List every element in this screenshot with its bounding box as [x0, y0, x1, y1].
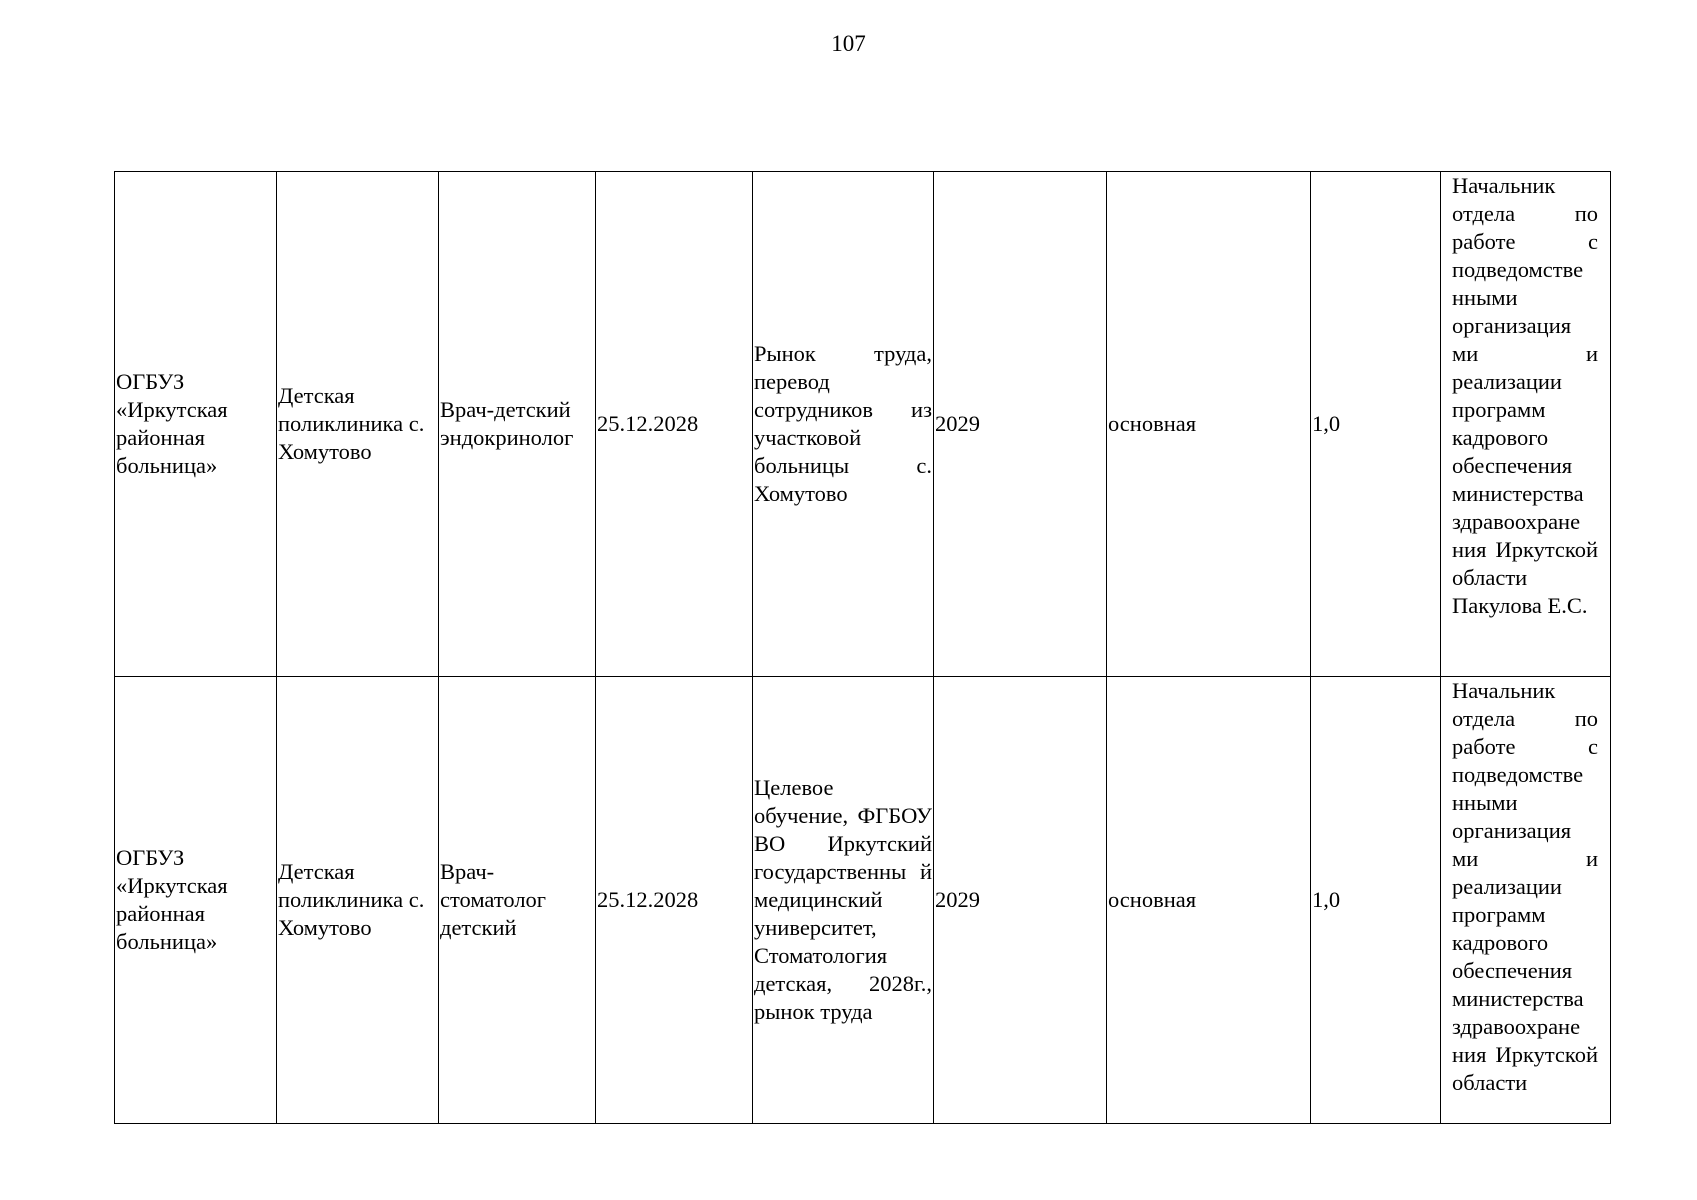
page-number: 107: [831, 31, 866, 56]
staffing-table: [114, 171, 1611, 1124]
subdivision-cell: Детская поликлиника с. Хомутово: [277, 172, 439, 677]
type-cell: основная: [1107, 172, 1311, 677]
date-cell: 25.12.2028: [596, 677, 753, 1124]
source-cell: Целевое обучение, ФГБОУ ВО Иркутский государственны й медицинский университет, Стоматология детская, 2028г., рынок труда: [753, 677, 934, 1124]
responsible-cell: Начальник отдела по работе с подведомстве нными организация ми и реализации программ кадрового обеспечения министерства здравоохране ния Иркутской области: [1441, 677, 1611, 1124]
type-cell: основная: [1107, 677, 1311, 1124]
responsible-cell: Начальник отдела по работе с подведомстве нными организация ми и реализации программ кадрового обеспечения министерства здравоохране ния Иркутской области Пакулова Е.С.: [1441, 172, 1611, 677]
organization-cell: ОГБУЗ «Иркутская районная больница»: [115, 677, 277, 1124]
position-cell: Врач-детский эндокринолог: [439, 172, 596, 677]
table-row: [115, 677, 1611, 1124]
date-cell: 25.12.2028: [596, 172, 753, 677]
table-row: [115, 172, 1611, 677]
subdivision-cell: Детская поликлиника с. Хомутово: [277, 677, 439, 1124]
rate-cell: 1,0: [1311, 677, 1441, 1124]
year-cell: 2029: [934, 172, 1107, 677]
position-cell: Врач- стоматолог детский: [439, 677, 596, 1124]
source-cell: Рынок труда, перевод сотрудников из участковой больницы с. Хомутово: [753, 172, 934, 677]
organization-cell: ОГБУЗ «Иркутская районная больница»: [115, 172, 277, 677]
rate-cell: 1,0: [1311, 172, 1441, 677]
year-cell: 2029: [934, 677, 1107, 1124]
